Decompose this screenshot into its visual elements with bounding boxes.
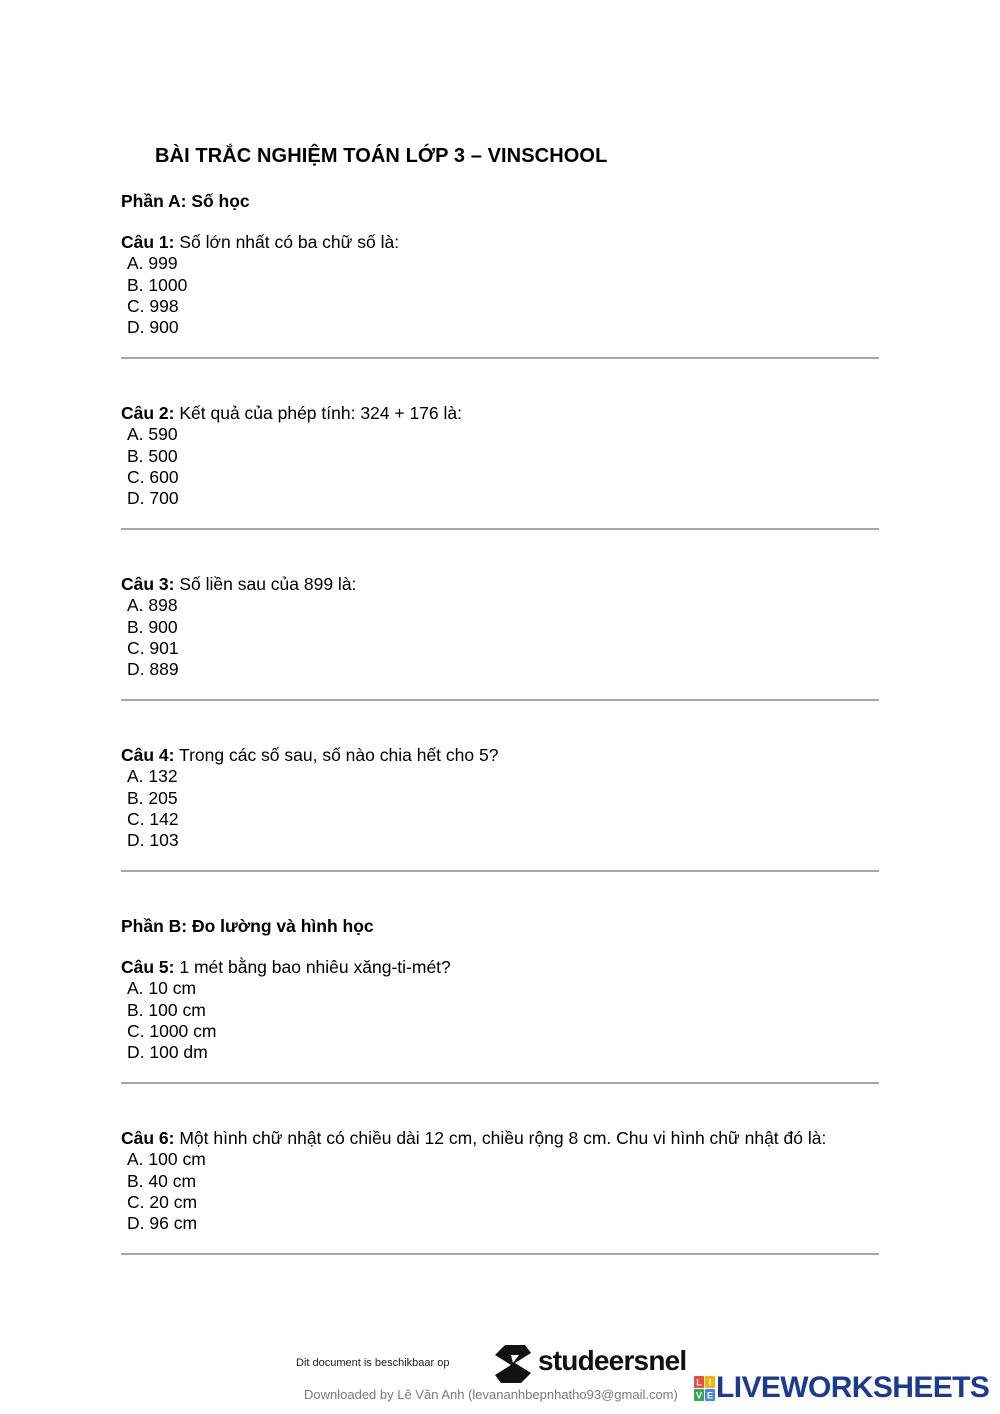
studeersnel-brand-name[interactable]: studeersnel — [538, 1345, 687, 1376]
divider — [121, 1082, 879, 1084]
question-text: Số liền sau của 899 là: — [174, 574, 357, 594]
question-label: Câu 3: — [121, 574, 175, 594]
option-c[interactable]: C. 142 — [127, 808, 179, 829]
lw-letter: I — [708, 1377, 712, 1388]
question-text: 1 mét bằng bao nhiêu xăng-ti-mét? — [174, 957, 451, 977]
question-text: Trong các số sau, số nào chia hết cho 5? — [174, 745, 499, 765]
divider — [121, 357, 879, 359]
option-a[interactable]: A. 898 — [127, 595, 178, 616]
question-text: Một hình chữ nhật có chiều dài 12 cm, chiều rộng 8 cm. Chu vi hình chữ nhật đó là: — [174, 1128, 827, 1148]
page-title: BÀI TRẮC NGHIỆM TOÁN LỚP 3 – VINSCHOOL — [155, 145, 608, 167]
question-4 — [121, 745, 881, 851]
lw-letter: L — [696, 1377, 702, 1388]
downloaded-by-text: Downloaded by Lê Văn Anh (levananhbepnhatho93@gmail.com) — [304, 1387, 678, 1402]
option-d[interactable]: D. 900 — [127, 317, 179, 338]
question-3 — [121, 574, 881, 680]
option-a[interactable]: A. 10 cm — [127, 978, 197, 999]
studeersnel-availability-text: Dit document is beschikbaar op — [296, 1357, 450, 1369]
question-text: Số lớn nhất có ba chữ số là: — [174, 232, 400, 252]
option-b[interactable]: B. 500 — [127, 445, 178, 466]
question-label: Câu 1: — [121, 232, 175, 252]
option-c[interactable]: C. 1000 cm — [127, 1020, 217, 1041]
question-text: Kết quả của phép tính: 324 + 176 là: — [174, 403, 463, 423]
option-a[interactable]: A. 132 — [127, 766, 178, 787]
option-c[interactable]: C. 20 cm — [127, 1191, 198, 1212]
question-6 — [121, 1128, 881, 1234]
option-c[interactable]: C. 600 — [127, 466, 179, 487]
question-5 — [121, 957, 881, 1063]
question-stem — [121, 745, 881, 766]
divider — [121, 528, 879, 530]
option-a[interactable]: A. 999 — [127, 253, 178, 274]
divider — [121, 1253, 879, 1255]
question-2 — [121, 403, 881, 509]
option-b[interactable]: B. 1000 — [127, 274, 188, 295]
option-a[interactable]: A. 100 cm — [127, 1149, 206, 1170]
option-a[interactable]: A. 590 — [127, 424, 178, 445]
option-c[interactable]: C. 901 — [127, 637, 179, 658]
question-label: Câu 4: — [121, 745, 175, 765]
question-label: Câu 2: — [121, 403, 175, 423]
question-stem — [121, 232, 881, 253]
option-d[interactable]: D. 103 — [127, 830, 179, 851]
divider — [121, 699, 879, 701]
option-d[interactable]: D. 700 — [127, 488, 179, 509]
section-heading-b: Phần B: Đo lường và hình học — [121, 916, 374, 936]
lw-letter: E — [706, 1390, 714, 1401]
question-label: Câu 6: — [121, 1128, 175, 1148]
question-stem — [121, 1128, 881, 1149]
question-stem — [121, 403, 881, 424]
option-d[interactable]: D. 889 — [127, 659, 179, 680]
question-stem — [121, 957, 881, 978]
divider — [121, 870, 879, 872]
option-b[interactable]: B. 900 — [127, 616, 178, 637]
option-c[interactable]: C. 998 — [127, 295, 179, 316]
option-b[interactable]: B. 100 cm — [127, 999, 206, 1020]
studeersnel-logo-icon — [493, 1343, 533, 1385]
lw-letter: V — [695, 1390, 703, 1401]
option-b[interactable]: B. 205 — [127, 787, 178, 808]
liveworksheets-logo-icon — [694, 1376, 716, 1402]
option-d[interactable]: D. 96 cm — [127, 1213, 198, 1234]
option-d[interactable]: D. 100 dm — [127, 1042, 208, 1063]
question-1 — [121, 232, 881, 338]
question-stem — [121, 574, 881, 595]
option-b[interactable]: B. 40 cm — [127, 1170, 197, 1191]
question-label: Câu 5: — [121, 957, 175, 977]
liveworksheets-brand[interactable]: LIVEWORKSHEETS — [716, 1371, 990, 1404]
section-heading-a: Phần A: Số học — [121, 191, 250, 211]
